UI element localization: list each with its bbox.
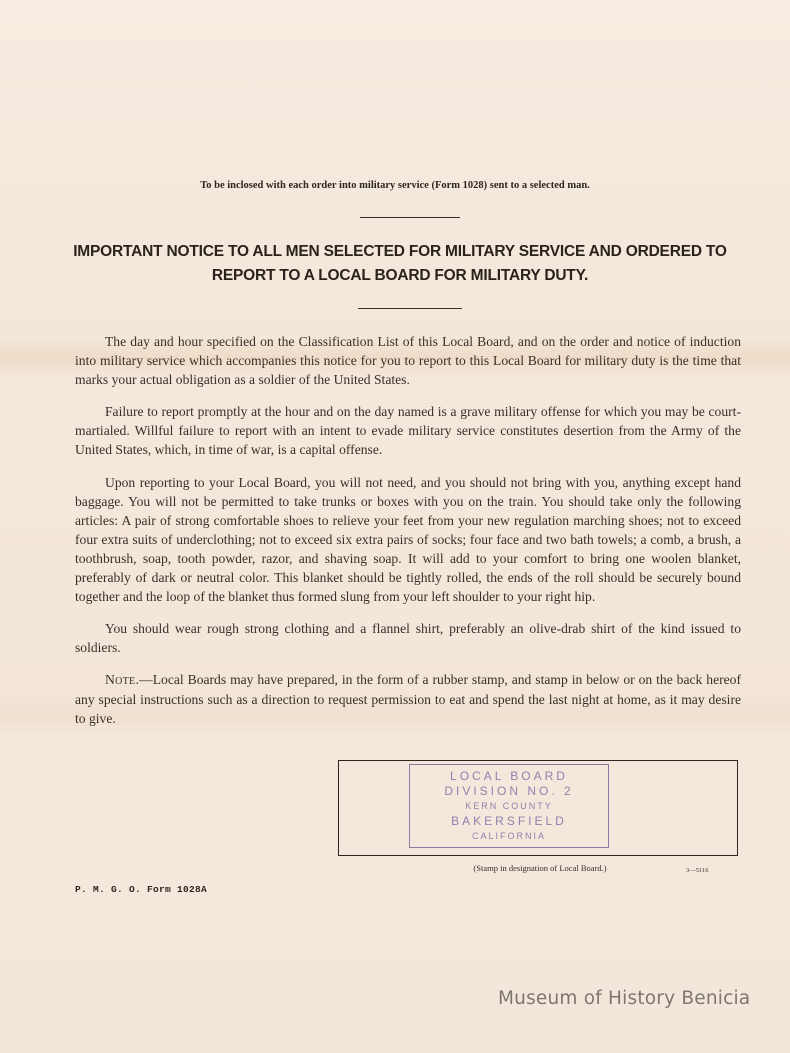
title-line-1: IMPORTANT NOTICE TO ALL MEN SELECTED FOR MILITARY SERVICE AND ORDERED TO bbox=[73, 243, 727, 260]
paragraph-reporting-time: The day and hour specified on the Classification List of this Local Board, and on the order and notice of induction into military service which accompanies this notice for you to report to this Local Board for military duty is the time that marks your actual obligation as a soldier of the United States. bbox=[75, 334, 741, 388]
stamp-line-1: LOCAL BOARD bbox=[450, 769, 568, 783]
paragraph-failure-to-report: Failure to report promptly at the hour and on the day named is a grave military offense for which you may be court-martialed. Willful failure to report with an intent to evade military service constitutes desertion from the Army of the United States, which, in time of war, is a capital offense. bbox=[75, 404, 741, 458]
local-board-stamp bbox=[409, 764, 609, 848]
page-title bbox=[40, 240, 760, 288]
paragraph-baggage: Upon reporting to your Local Board, you will not need, and you should not bring with you, anything except hand baggage. You will not be permitted to take trunks or boxes with you on the train. You should take only the following articles: A pair of strong comfortable shoes to relieve your feet from your new regulation marching shoes; not to exceed four extra suits of underclothing; not to exceed six extra pairs of socks; four face and two bath towels; a comb, a brush, a toothbrush, soap, tooth powder, razor, and shaving soap. It will add to your comfort to bring one woolen blanket, preferably of dark or neutral color. This blanket should be tightly rolled, the ends of the roll should be securely bound together and the loop of the blanket thus formed slung from your left shoulder to your right hip. bbox=[75, 474, 741, 605]
paragraph-note bbox=[75, 670, 741, 727]
stamp-caption: (Stamp in designation of Local Board.) bbox=[473, 863, 607, 873]
stamp-line-4: BAKERSFIELD bbox=[451, 814, 567, 828]
title-line-2: REPORT TO A LOCAL BOARD FOR MILITARY DUTY. bbox=[211, 267, 589, 284]
paragraph-clothing: You should wear rough strong clothing and a flannel shirt, preferably an olive-drab shirt of the kind issued to soldiers. bbox=[75, 621, 741, 656]
stamp-box bbox=[338, 760, 738, 856]
stamp-line-2: DIVISION NO. 2 bbox=[444, 784, 574, 798]
divider-bottom bbox=[358, 308, 462, 309]
note-label: Note. bbox=[105, 672, 140, 688]
museum-watermark: Museum of History Benicia bbox=[498, 988, 751, 1009]
note-text: —Local Boards may have prepared, in the form of a rubber stamp, and stamp in below or on the back hereof any special instructions such as a direction to request permission to eat and spend the last night at home, as it may desire to give. bbox=[75, 672, 741, 726]
header-note: To be inclosed with each order into military service (Form 1028) sent to a selected man. bbox=[200, 180, 590, 191]
stamp-line-3: KERN COUNTY bbox=[465, 801, 553, 811]
divider-top bbox=[360, 217, 460, 218]
notice-body bbox=[75, 332, 741, 741]
stamp-line-5: CALIFORNIA bbox=[471, 831, 546, 841]
print-code: 3—5116 bbox=[686, 867, 709, 874]
form-id: P. M. G. O. Form 1028A bbox=[75, 884, 208, 895]
